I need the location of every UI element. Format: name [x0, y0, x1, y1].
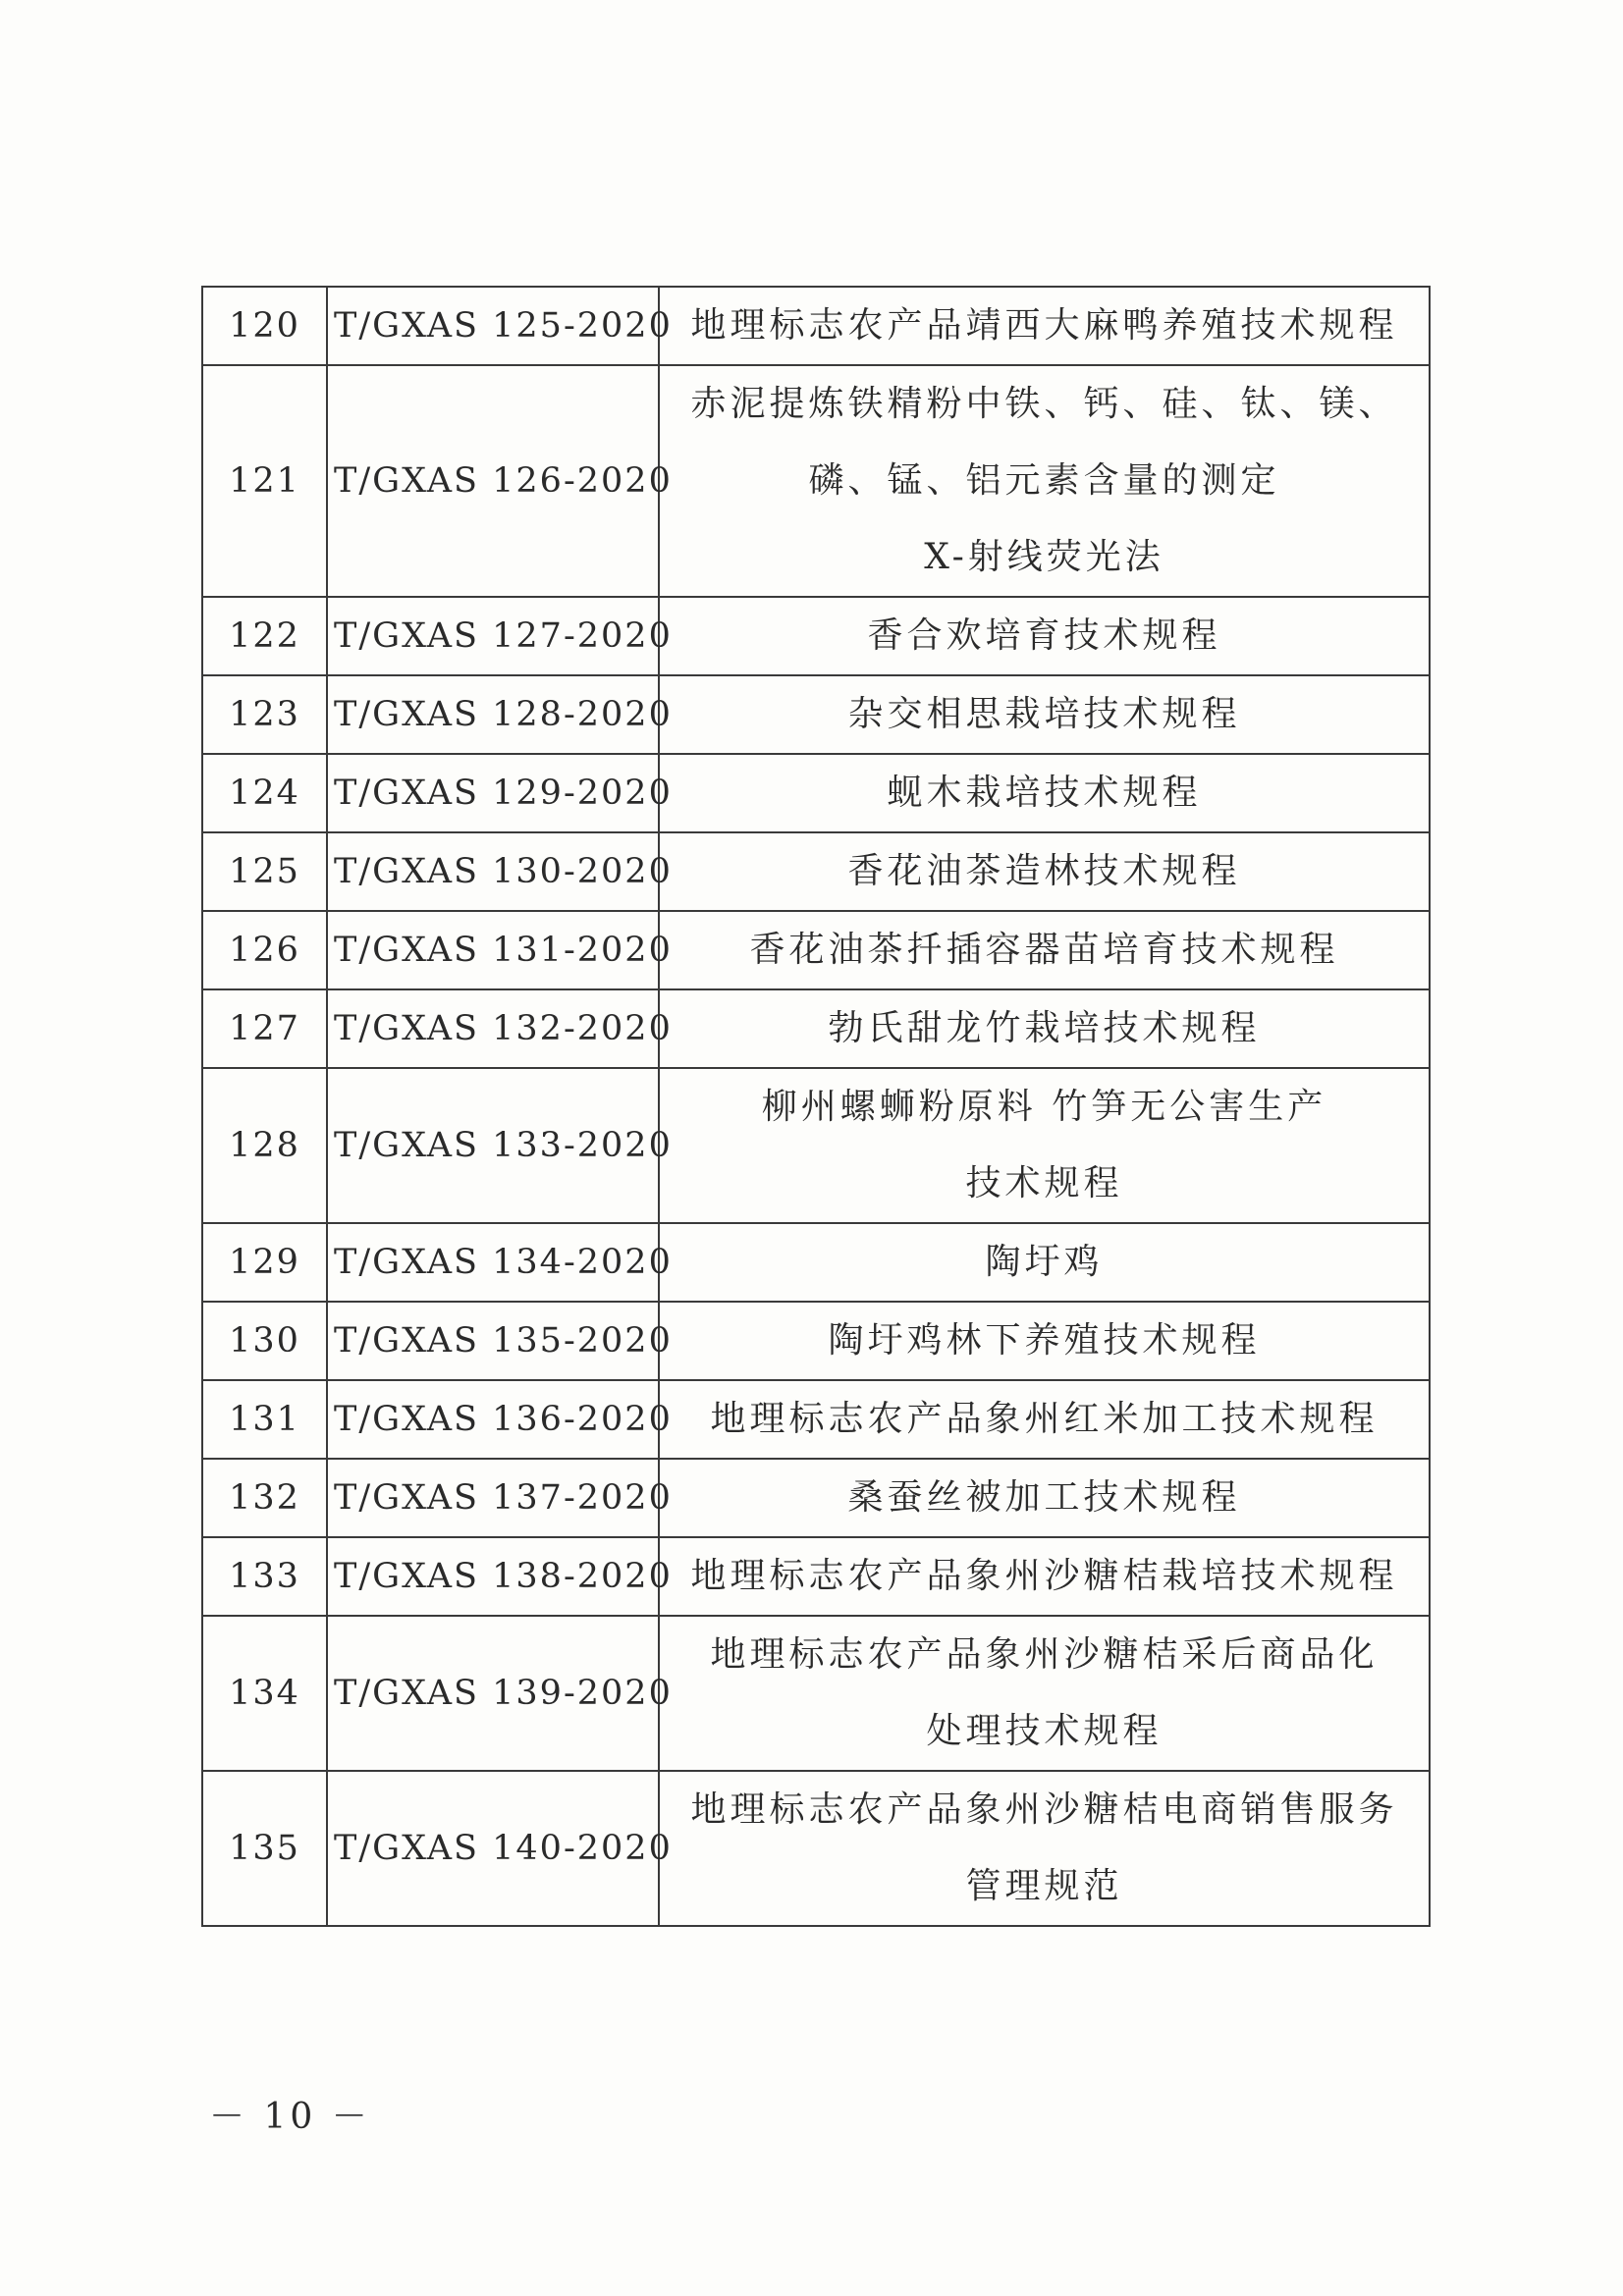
row-number-cell: 125: [202, 832, 327, 911]
table-row: [202, 675, 1430, 754]
standard-code-cell: T/GXAS 126-2020: [327, 365, 659, 597]
standard-code-cell: T/GXAS 135-2020: [327, 1302, 659, 1380]
standard-code-cell: T/GXAS 131-2020: [327, 911, 659, 989]
standard-code-cell: T/GXAS 139-2020: [327, 1616, 659, 1771]
standard-title-line: 技术规程: [965, 1163, 1123, 1203]
table-row: [202, 1771, 1430, 1926]
standard-title-line: 地理标志农产品象州沙糖桔栽培技术规程: [690, 1556, 1398, 1596]
standards-table-body: [202, 287, 1430, 1926]
standard-title-line: 赤泥提炼铁精粉中铁、钙、硅、钛、镁、: [690, 384, 1398, 424]
row-number-cell: 134: [202, 1616, 327, 1771]
standard-title-cell: [659, 1380, 1430, 1459]
table-row: [202, 287, 1430, 365]
table-row: [202, 832, 1430, 911]
row-number-cell: 124: [202, 754, 327, 832]
standard-code-cell: T/GXAS 125-2020: [327, 287, 659, 365]
standard-title-cell: [659, 1537, 1430, 1616]
table-row: [202, 1459, 1430, 1537]
table-row: [202, 911, 1430, 989]
standard-code-cell: T/GXAS 132-2020: [327, 989, 659, 1068]
row-number-cell: 132: [202, 1459, 327, 1537]
row-number-cell: 126: [202, 911, 327, 989]
standard-title-line: 香合欢培育技术规程: [867, 615, 1221, 656]
standards-table: [201, 286, 1431, 1927]
standard-title-cell: [659, 989, 1430, 1068]
standard-code-cell: T/GXAS 128-2020: [327, 675, 659, 754]
standard-title-cell: [659, 1616, 1430, 1771]
row-number-cell: 122: [202, 597, 327, 675]
standard-code-cell: T/GXAS 136-2020: [327, 1380, 659, 1459]
row-number-cell: 135: [202, 1771, 327, 1926]
table-row: [202, 989, 1430, 1068]
row-number-cell: 123: [202, 675, 327, 754]
page-number: － 10 －: [209, 2097, 371, 2137]
row-number-cell: 131: [202, 1380, 327, 1459]
row-number-cell: 120: [202, 287, 327, 365]
standard-code-cell: T/GXAS 129-2020: [327, 754, 659, 832]
standard-title-line: 柳州螺蛳粉原料 竹笋无公害生产: [761, 1087, 1327, 1127]
standard-title-line: 勃氏甜龙竹栽培技术规程: [828, 1008, 1261, 1048]
standard-title-line: 地理标志农产品象州沙糖桔电商销售服务: [690, 1789, 1398, 1830]
standard-title-line: 香花油茶造林技术规程: [847, 851, 1241, 891]
table-row: [202, 754, 1430, 832]
standard-title-line: 地理标志农产品靖西大麻鸭养殖技术规程: [690, 305, 1398, 346]
standard-code-cell: T/GXAS 140-2020: [327, 1771, 659, 1926]
standard-title-line: 陶圩鸡林下养殖技术规程: [828, 1320, 1261, 1361]
row-number-cell: 133: [202, 1537, 327, 1616]
standard-code-cell: T/GXAS 134-2020: [327, 1223, 659, 1302]
row-number-cell: 129: [202, 1223, 327, 1302]
standard-title-cell: [659, 1302, 1430, 1380]
standard-title-cell: [659, 1771, 1430, 1926]
standard-code-cell: T/GXAS 138-2020: [327, 1537, 659, 1616]
standard-title-line: X-射线荧光法: [924, 537, 1164, 577]
standard-code-cell: T/GXAS 133-2020: [327, 1068, 659, 1223]
standard-title-line: 杂交相思栽培技术规程: [847, 694, 1241, 734]
table-row: [202, 365, 1430, 597]
standard-code-cell: T/GXAS 137-2020: [327, 1459, 659, 1537]
standard-title-cell: [659, 287, 1430, 365]
table-row: [202, 1616, 1430, 1771]
standard-title-cell: [659, 1068, 1430, 1223]
table-row: [202, 1380, 1430, 1459]
standard-title-line: 处理技术规程: [926, 1711, 1163, 1751]
standard-title-line: 陶圩鸡: [985, 1242, 1104, 1282]
standard-title-cell: [659, 597, 1430, 675]
table-row: [202, 1537, 1430, 1616]
standard-title-cell: [659, 832, 1430, 911]
standard-title-line: 桑蚕丝被加工技术规程: [847, 1477, 1241, 1518]
standard-title-line: 香花油茶扦插容器苗培育技术规程: [749, 930, 1339, 970]
row-number-cell: 127: [202, 989, 327, 1068]
standard-title-cell: [659, 911, 1430, 989]
table-row: [202, 597, 1430, 675]
standard-title-cell: [659, 754, 1430, 832]
standard-title-line: 蚬木栽培技术规程: [887, 773, 1202, 813]
standard-title-cell: [659, 1223, 1430, 1302]
standard-title-line: 地理标志农产品象州红米加工技术规程: [710, 1399, 1379, 1439]
standard-code-cell: T/GXAS 127-2020: [327, 597, 659, 675]
table-row: [202, 1068, 1430, 1223]
standard-title-line: 地理标志农产品象州沙糖桔采后商品化: [710, 1634, 1379, 1675]
standard-title-cell: [659, 1459, 1430, 1537]
row-number-cell: 130: [202, 1302, 327, 1380]
standard-title-line: 磷、锰、铝元素含量的测定: [808, 460, 1280, 501]
standard-title-cell: [659, 365, 1430, 597]
standard-title-line: 管理规范: [965, 1866, 1123, 1906]
standard-code-cell: T/GXAS 130-2020: [327, 832, 659, 911]
table-row: [202, 1302, 1430, 1380]
row-number-cell: 128: [202, 1068, 327, 1223]
standard-title-cell: [659, 675, 1430, 754]
row-number-cell: 121: [202, 365, 327, 597]
table-row: [202, 1223, 1430, 1302]
